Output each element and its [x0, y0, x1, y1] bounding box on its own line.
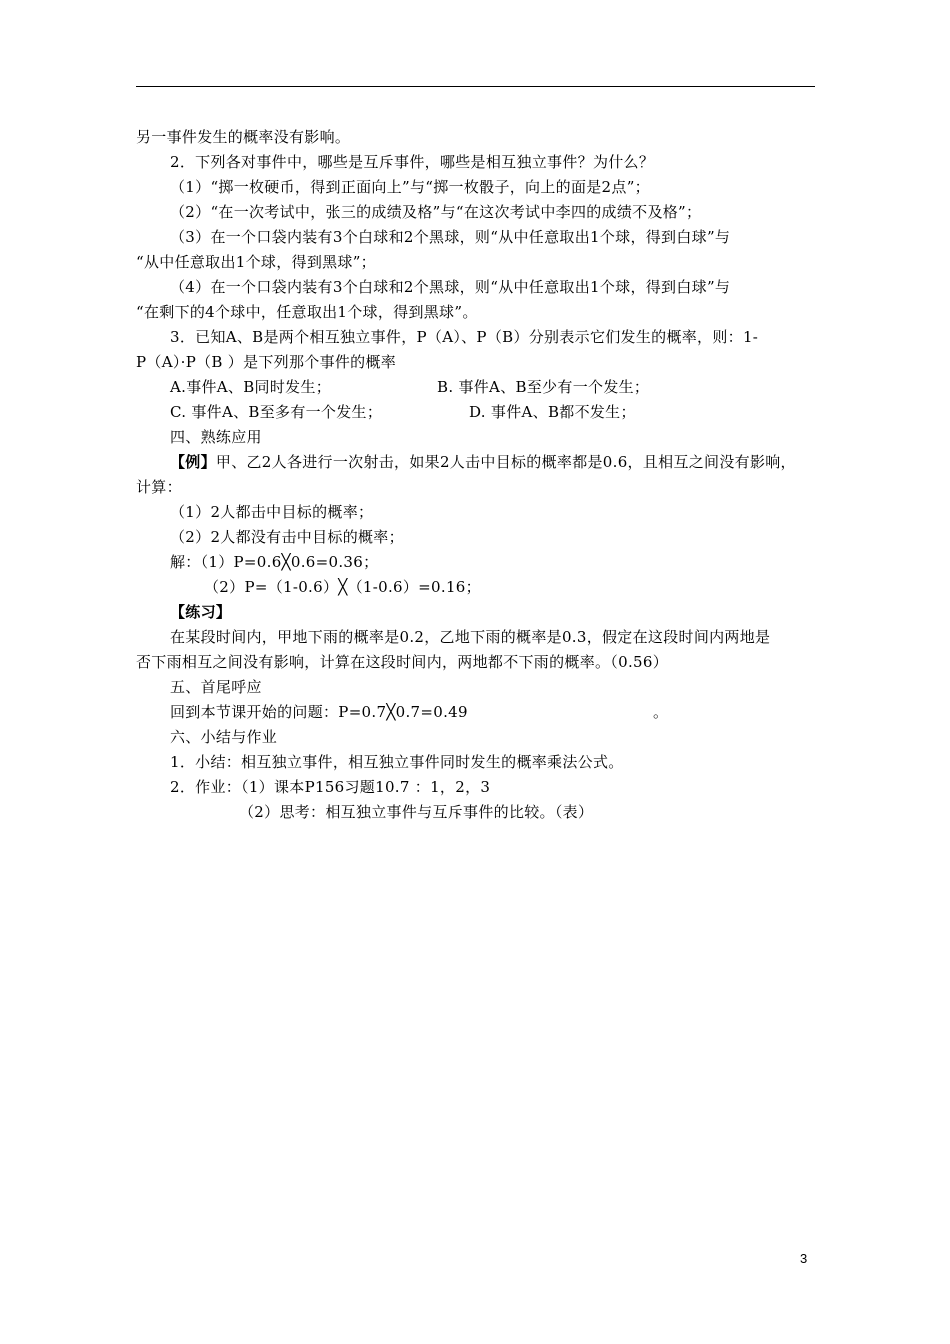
example-line	[170, 452, 796, 472]
question-2-item-3: （3）在一个口袋内装有3个白球和2个黑球，则“从中任意取出1个球，得到白球”与	[170, 228, 731, 246]
question-2-item-1: （1）“掷一枚硬币，得到正面向上”与“掷一枚骰子，向上的面是2点”；	[170, 178, 650, 196]
question-2-item-4-cont: “在剩下的4个球中，任意取出1个球，得到黑球”。	[136, 303, 478, 321]
return-question-end: 。	[653, 703, 669, 721]
homework-think: （2）思考：相互独立事件与互斥事件的比较。（表）	[239, 803, 594, 821]
solution-1: 解：（1）P=0.6╳0.6=0.36；	[170, 553, 379, 571]
question-2: 2．下列各对事件中，哪些是互斥事件，哪些是相互独立事件？为什么？	[170, 153, 655, 171]
question-2-item-3-cont: “从中任意取出1个球，得到黑球”；	[136, 253, 376, 271]
practice-text-cont: 否下雨相互之间没有影响，计算在这段时间内，两地都不下雨的概率。（0.56）	[136, 653, 669, 671]
question-2-item-4: （4）在一个口袋内装有3个白球和2个黑球，则“从中任意取出1个球，得到白球”与	[170, 278, 731, 296]
example-cont: 计算：	[136, 478, 182, 496]
section-heading-6: 六、小结与作业	[170, 728, 278, 746]
option-a: A.事件A、B同时发生；	[170, 378, 332, 396]
option-c: C. 事件A、B至多有一个发生；	[170, 403, 383, 421]
question-2-item-2: （2）“在一次考试中，张三的成绩及格”与“在这次考试中李四的成绩不及格”；	[170, 203, 702, 221]
option-b: B. 事件A、B至少有一个发生；	[437, 378, 650, 396]
return-question: 回到本节课开始的问题：P=0.7╳0.7=0.49	[170, 703, 468, 721]
question-3: 3．已知A、B是两个相互独立事件，P（A）、P（B）分别表示它们发生的概率，则：1-	[170, 328, 759, 346]
section-heading-5: 五、首尾呼应	[170, 678, 262, 696]
example-item-2: （2）2人都没有击中目标的概率；	[170, 528, 404, 546]
homework-line: 2．作业：（1）课本P156习题10.7 ：1，2，3	[170, 778, 491, 796]
option-d: D. 事件A、B都不发生；	[469, 403, 636, 421]
summary-line: 1．小结：相互独立事件，相互独立事件同时发生的概率乘法公式。	[170, 753, 624, 771]
example-item-1: （1）2人都击中目标的概率；	[170, 503, 374, 521]
example-label: 【例】	[170, 453, 216, 471]
header-rule	[136, 86, 815, 87]
practice-text: 在某段时间内，甲地下雨的概率是0.2，乙地下雨的概率是0.3，假定在这段时间内两地是	[170, 628, 771, 646]
text-line: 另一事件发生的概率没有影响。	[136, 128, 351, 146]
example-text: 甲、乙2人各进行一次射击，如果2人击中目标的概率都是0.6，且相互之间没有影响，	[215, 453, 796, 471]
practice-heading: 【练习】	[170, 603, 232, 621]
section-heading-4: 四、熟练应用	[170, 428, 262, 446]
question-3-cont: P（A）·P（B ）是下列那个事件的概率	[136, 353, 397, 371]
page-number: 3	[800, 1251, 808, 1266]
solution-2: （2）P=（1-0.6）╳（1-0.6）=0.16；	[204, 578, 481, 596]
